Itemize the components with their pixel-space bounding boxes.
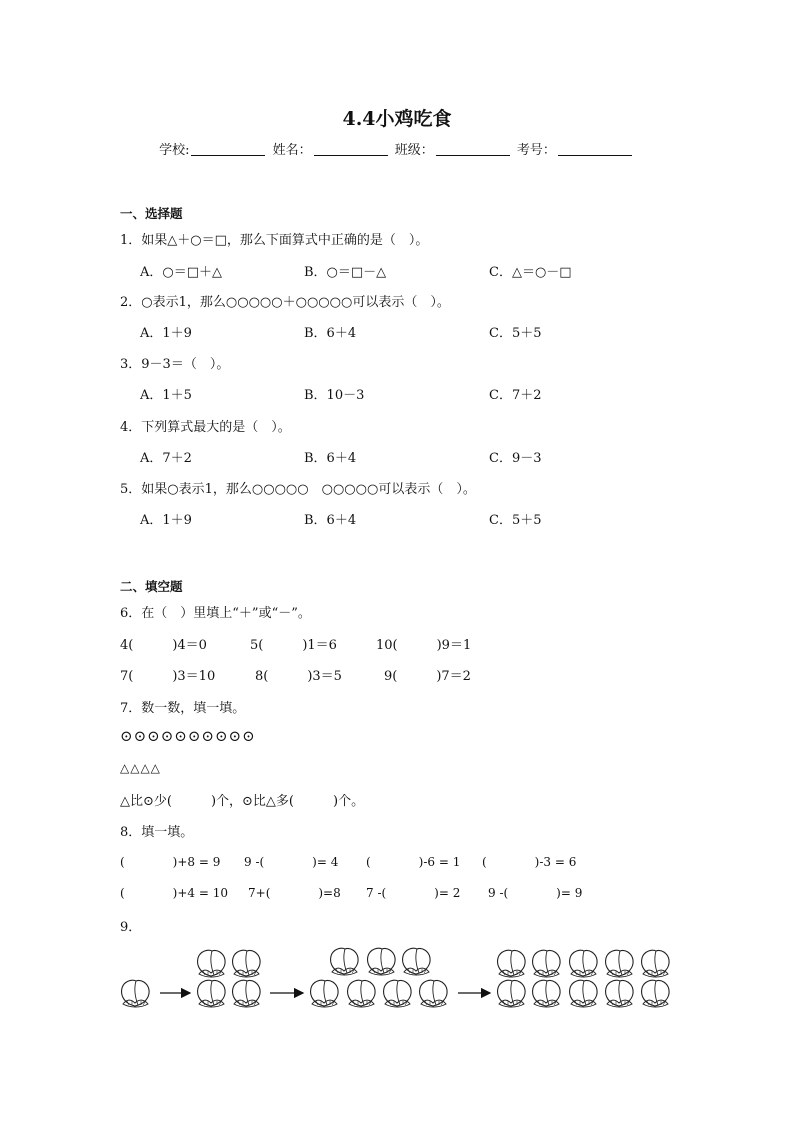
peach-icon xyxy=(533,980,561,1007)
q1-option-c[interactable]: C．△＝○－□ xyxy=(489,265,572,280)
q5-option-b[interactable]: B．6＋4 xyxy=(304,513,357,528)
question-4: 4．下列算式最大的是（ ）。 xyxy=(120,420,291,435)
question-1: 1．如果△＋○＝□，那么下面算式中正确的是（ ）。 xyxy=(120,233,429,248)
q5-option-c[interactable]: C．5＋5 xyxy=(489,513,542,528)
name-label: 姓名： xyxy=(272,143,312,158)
peach-icon xyxy=(606,950,634,977)
peach-icon xyxy=(642,980,670,1007)
peach-icon xyxy=(233,980,261,1007)
q3-option-b[interactable]: B．10－3 xyxy=(304,388,365,403)
q4-option-b[interactable]: B．6＋4 xyxy=(304,451,357,466)
peach-icon xyxy=(420,980,448,1007)
q8-item-3[interactable]: ( )-6 = 1 xyxy=(366,855,461,869)
peach-icon xyxy=(368,948,396,975)
peach-icon xyxy=(533,950,561,977)
peach-icon xyxy=(311,980,339,1007)
q8-item-4[interactable]: ( )-3 = 6 xyxy=(482,855,577,869)
peach-icon xyxy=(498,980,526,1007)
q3-option-c[interactable]: C．7＋2 xyxy=(489,388,542,403)
peach-icon xyxy=(403,948,431,975)
q7-sentence[interactable]: △比⊙少( )个，⊙比△多( )个。 xyxy=(120,794,365,809)
q6-item-4[interactable]: 7( )3＝10 xyxy=(120,669,216,684)
q6-item-2[interactable]: 5( )1＝6 xyxy=(250,638,337,653)
q8-item-1[interactable]: ( )+8 = 9 xyxy=(120,855,221,869)
q5-option-a[interactable]: A．1＋9 xyxy=(140,513,192,528)
question-2: 2．○表示1，那么○○○○○＋○○○○○可以表示（ ）。 xyxy=(120,295,450,310)
peach-icon xyxy=(570,980,598,1007)
peach-icon xyxy=(570,950,598,977)
section-heading-fill: 二、填空题 xyxy=(120,579,183,594)
peach-icon xyxy=(198,950,226,977)
q6-item-3[interactable]: 10( )9＝1 xyxy=(376,638,472,653)
peach-icon xyxy=(331,948,359,975)
peach-icon xyxy=(642,950,670,977)
peach-icon xyxy=(384,980,412,1007)
question-9: 9． xyxy=(120,920,142,935)
q8-item-8[interactable]: 9 -( )= 9 xyxy=(488,886,583,900)
question-7: 7．数一数，填一填。 xyxy=(120,701,246,716)
q3-option-a[interactable]: A．1＋5 xyxy=(140,388,192,403)
q1-option-b[interactable]: B．○＝□－△ xyxy=(304,265,387,280)
peach-icon xyxy=(498,950,526,977)
q8-item-2[interactable]: 9 -( )= 4 xyxy=(244,855,339,869)
q6-item-6[interactable]: 9( )7＝2 xyxy=(384,669,471,684)
q6-item-5[interactable]: 8( )3＝5 xyxy=(255,669,342,684)
peach-icon xyxy=(233,950,261,977)
peach-icon xyxy=(606,980,634,1007)
q8-item-5[interactable]: ( )+4 = 10 xyxy=(120,886,229,900)
q2-option-b[interactable]: B．6＋4 xyxy=(304,326,357,341)
question-6: 6．在（ ）里填上“＋”或“－”。 xyxy=(120,606,311,621)
section-heading-choice: 一、选择题 xyxy=(120,206,183,221)
question-8: 8．填一填。 xyxy=(120,825,194,840)
exam-no-label: 考号： xyxy=(516,143,556,158)
school-label: 学校: xyxy=(159,143,190,158)
q6-item-1[interactable]: 4( )4＝0 xyxy=(120,638,207,653)
question-5: 5．如果○表示1，那么○○○○○ ○○○○○可以表示（ ）。 xyxy=(120,482,476,497)
class-label: 班级： xyxy=(394,143,434,158)
q4-option-c[interactable]: C．9－3 xyxy=(489,451,542,466)
q7-triangles-row: △△△△ xyxy=(120,761,161,775)
q2-option-c[interactable]: C．5＋5 xyxy=(489,326,542,341)
q8-item-6[interactable]: 7+( )=8 xyxy=(248,886,341,900)
peach-icon xyxy=(198,980,226,1007)
q4-option-a[interactable]: A．7＋2 xyxy=(140,451,192,466)
q2-option-a[interactable]: A．1＋9 xyxy=(140,326,192,341)
q7-circles-row: ⊙⊙⊙⊙⊙⊙⊙⊙⊙⊙ xyxy=(120,727,256,745)
q1-option-a[interactable]: A．○＝□＋△ xyxy=(140,265,223,280)
peach-icon xyxy=(122,980,150,1007)
question-3: 3．9－3＝（ ）。 xyxy=(120,357,230,372)
page-title: 4.4小鸡吃食 xyxy=(342,108,452,130)
q8-item-7[interactable]: 7 -( )= 2 xyxy=(366,886,461,900)
peach-icon xyxy=(348,980,376,1007)
